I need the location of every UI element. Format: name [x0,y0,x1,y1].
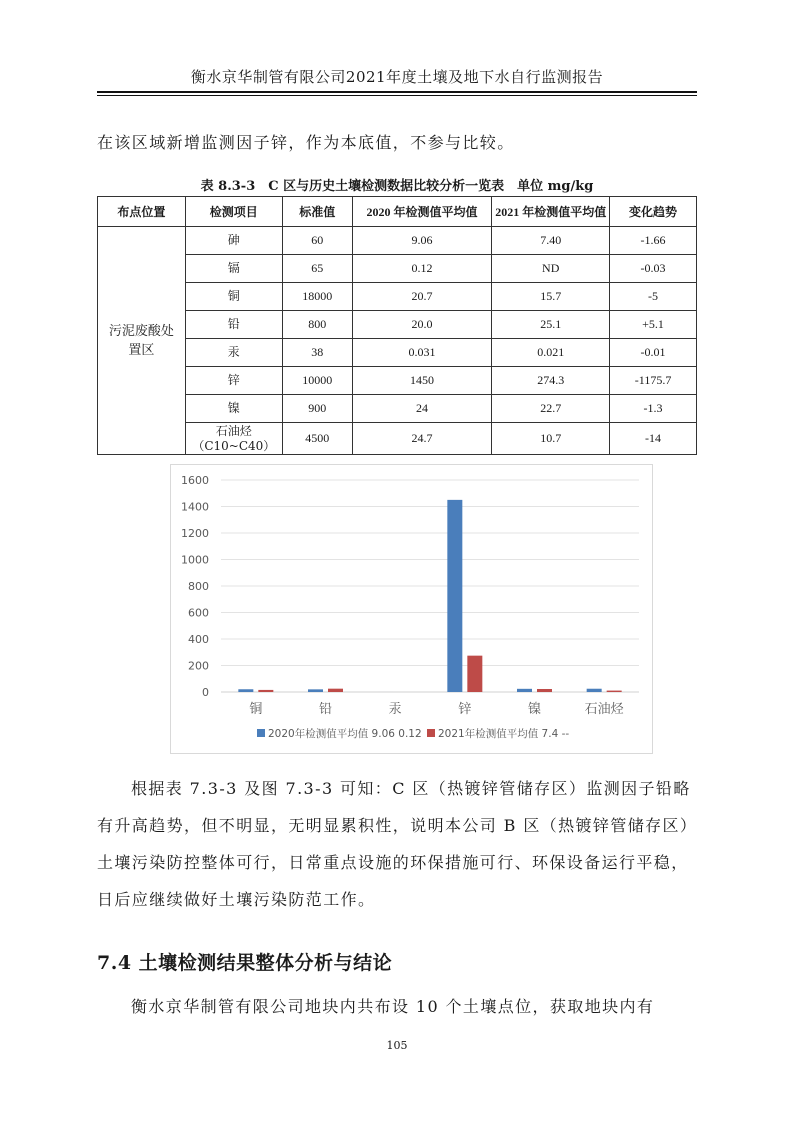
trend-cell: -1.3 [610,395,697,423]
item-cell: 镉 [185,255,282,283]
legend-label: 2020年检测值平均值 9.06 0.12 [268,728,422,740]
y2021-cell: 274.3 [492,367,610,395]
y2020-cell: 1450 [352,367,492,395]
table-row [98,395,697,423]
trend-cell: -14 [610,423,697,455]
y-tick-label: 1400 [181,500,209,514]
y2021-cell: 15.7 [492,283,610,311]
y2021-cell: 0.021 [492,339,610,367]
item-cell: 铜 [185,283,282,311]
standard-cell: 800 [282,311,352,339]
col-header: 2020 年检测值平均值 [352,197,492,227]
trend-cell: -0.03 [610,255,697,283]
trend-cell: -1175.7 [610,367,697,395]
trend-cell: -5 [610,283,697,311]
col-header: 变化趋势 [610,197,697,227]
section-heading: 7.4 土壤检测结果整体分析与结论 [97,952,393,974]
table-row [98,311,697,339]
y2021-cell: 22.7 [492,395,610,423]
y2020-cell: 0.12 [352,255,492,283]
bar-2021 [258,690,273,692]
y2020-cell: 0.031 [352,339,492,367]
y2021-cell: 7.40 [492,227,610,255]
trend-cell: +5.1 [610,311,697,339]
header-title: 衡水京华制管有限公司2021年度土壤及地下水自行监测报告 [190,68,604,86]
y2020-cell: 20.7 [352,283,492,311]
standard-cell: 10000 [282,367,352,395]
col-header: 标准值 [282,197,352,227]
header-rule [97,91,697,93]
standard-cell: 900 [282,395,352,423]
bar-2021 [607,691,622,692]
y-tick-label: 1600 [181,474,209,487]
y-tick-label: 0 [202,686,209,699]
analysis-paragraph: 根据表 7.3-3 及图 7.3-3 可知：C 区（热镀锌管储存区）监测因子铅略有升高趋势，但不明显，无明显累积性，说明本公司 B 区（热镀锌管储存区）土壤污染防控整体可行，日常重点设施的环保措施可行、环保设备运行平稳，日后应继续做好土壤污染防范工作。 [97,779,691,909]
x-tick-label: 汞 [388,702,402,717]
table-header-row [98,197,697,227]
bar-chart [170,464,653,754]
y-tick-label: 800 [188,580,209,593]
header-rule-thin [97,95,697,96]
comparison-table [97,196,697,455]
table-row [98,227,697,255]
x-tick-label: 镍 [527,702,542,717]
standard-cell: 18000 [282,283,352,311]
col-header: 布点位置 [98,197,186,227]
standard-cell: 65 [282,255,352,283]
table-row [98,283,697,311]
standard-cell: 4500 [282,423,352,455]
location-cell: 污泥废酸处置区 [98,227,186,455]
table-row [98,255,697,283]
trend-cell: -1.66 [610,227,697,255]
legend-label: 2021年检测值平均值 7.4 -- [438,728,570,740]
legend-swatch [257,729,265,737]
item-cell [185,423,282,455]
y-tick-label: 200 [188,659,209,673]
bar-2020 [238,689,253,692]
bar-2021 [467,656,482,692]
y2021-cell: 10.7 [492,423,610,455]
x-tick-label: 石油烃 [584,702,624,717]
intro-paragraph: 在该区域新增监测因子锌，作为本底值，不参与比较。 [97,133,515,152]
y2020-cell: 20.0 [352,311,492,339]
y-tick-label: 1000 [181,553,209,567]
y-tick-label: 400 [188,633,209,646]
y2020-cell: 24 [352,395,492,423]
table-row [98,423,697,455]
standard-cell: 38 [282,339,352,367]
y2020-cell: 24.7 [352,423,492,455]
item-cell: 铅 [185,311,282,339]
summary-paragraph: 衡水京华制管有限公司地块内共布设 10 个土壤点位，获取地块内有 [131,997,655,1016]
item-cell: 锌 [185,367,282,395]
bar-2020 [587,689,602,692]
bar-2020 [308,689,323,692]
table-row [98,367,697,395]
col-header: 2021 年检测值平均值 [492,197,610,227]
y2020-cell: 9.06 [352,227,492,255]
y-tick-label: 1200 [181,527,209,540]
x-tick-label: 铅 [318,702,333,717]
y2021-cell: 25.1 [492,311,610,339]
bar-2020 [447,500,462,692]
item-cell: 汞 [185,339,282,367]
standard-cell: 60 [282,227,352,255]
item-name: 石油烃 [215,423,252,438]
x-tick-label: 铜 [249,702,263,717]
item-cell: 镍 [185,395,282,423]
bar-2021 [328,689,343,692]
bar-chart-svg [171,465,654,755]
item-subscript: （C10~C40） [192,438,276,453]
col-header: 检测项目 [185,197,282,227]
y-tick-label: 600 [188,606,209,620]
trend-cell: -0.01 [610,339,697,367]
legend-swatch [427,729,435,737]
y2021-cell: ND [492,255,610,283]
table-caption: 表 8.3-3 C 区与历史土壤检测数据比较分析一览表 单位 mg/kg [200,179,594,194]
x-tick-label: 锌 [458,702,472,717]
table-row [98,339,697,367]
bar-2020 [517,689,532,692]
page-number: 105 [386,1039,408,1052]
item-cell: 砷 [185,227,282,255]
bar-2021 [537,689,552,692]
